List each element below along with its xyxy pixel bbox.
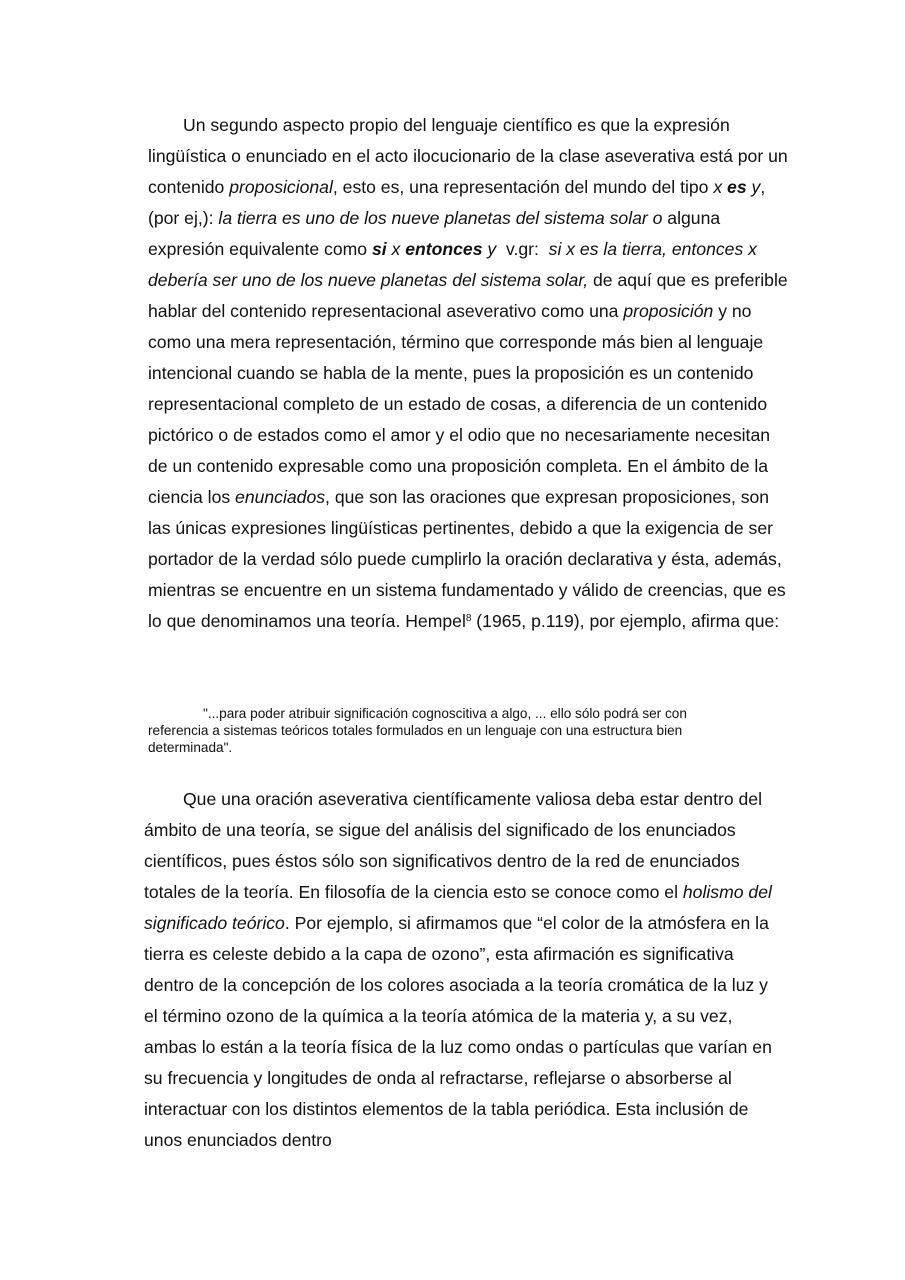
emphasis-x: x bbox=[386, 239, 406, 259]
text-run: v.gr: bbox=[496, 239, 549, 259]
emphasis-entonces: entonces bbox=[405, 239, 483, 259]
body-paragraph-2 bbox=[144, 784, 784, 1156]
body-paragraph-1 bbox=[148, 110, 788, 637]
emphasis-y: y bbox=[746, 177, 761, 197]
text-run: . Por ejemplo, si afirmamos que “el color de la atmósfera en la tierra es celeste debido a la capa de ozono”, esta afirmación es significativa dentro de la concepción de los colores asociada a la teoría cromática de la luz y el término ozono de la química a la teoría atómica de la materia y, a su vez, ambas lo están a la teoría física de la luz como ondas o partículas que varían en su frecuencia y longitudes de onda al refractarse, reflejarse o absorberse al interactuar con los distintos elementos de la tabla periódica. Esta inclusión de unos enunciados dentro bbox=[144, 913, 772, 1150]
text-run: (1965, p.119), por ejemplo, afirma que: bbox=[471, 611, 780, 631]
text-run: , esto es, una representación del mundo del tipo bbox=[332, 177, 714, 197]
example-sentence: la tierra es uno de los nueve planetas del sistema solar o bbox=[218, 208, 663, 228]
emphasis-x: x bbox=[713, 177, 728, 197]
emphasis-enunciados: enunciados bbox=[235, 487, 326, 507]
text-run: Que una oración aseverativa científicamente valiosa deba estar dentro del ámbito de una teoría, se sigue del análisis del significado de los enunciados científicos, pues éstos sólo son significativos dentro de la red de enunciados totales de la teoría. En filosofía de la ciencia esto se conoce como el bbox=[144, 789, 762, 902]
emphasis-proposicion: proposición bbox=[623, 301, 714, 321]
footnote-reference[interactable]: 8 bbox=[465, 613, 472, 624]
text-run: Un segundo aspecto propio del lenguaje científico es que la expresión lingüística o enunciado en el acto ilocucionario de la clase aseverativa está por un contenido bbox=[148, 115, 788, 197]
example-conditional: si x es la tierra, entonces x debería ser uno de los nueve planetas del sistema solar, bbox=[148, 239, 757, 290]
text-run: alguna expresión equivalente como bbox=[148, 208, 721, 259]
emphasis-proposicional: proposicional bbox=[229, 177, 333, 197]
emphasis-si: si bbox=[371, 239, 387, 259]
text-run: , (por ej,): bbox=[148, 177, 766, 228]
emphasis-y: y bbox=[482, 239, 497, 259]
text-run: de aquí que es preferible hablar del contenido representacional aseverativo como una bbox=[148, 270, 788, 321]
block-quote: "...para poder atribuir significación cognoscitiva a algo, ... ello sólo podrá ser con referencia a sistemas teóricos totales formulados en un lenguaje con una estructura bien determinada". bbox=[148, 706, 687, 755]
text-run: , que son las oraciones que expresan proposiciones, son las únicas expresiones lingüísticas pertinentes, debido a que la exigencia de ser portador de la verdad sólo puede cumplirlo la oración declarativa y ésta, además, mientras se encuentre en un sistema fundamentado y válido de creencias, que es lo que denominamos una teoría. Hempel bbox=[148, 487, 786, 631]
emphasis-es: es bbox=[727, 177, 747, 197]
emphasis-holismo: holismo del significado teórico bbox=[144, 882, 772, 933]
text-run: y no como una mera representación, término que corresponde más bien al lenguaje intencional cuando se habla de la mente, pues la proposición es un contenido representacional completo de un estado de cosas, a diferencia de un contenido pictórico o de estados como el amor y el odio que no necesariamente necesitan de un contenido expresable como una proposición completa. En el ámbito de la ciencia los bbox=[148, 301, 771, 507]
